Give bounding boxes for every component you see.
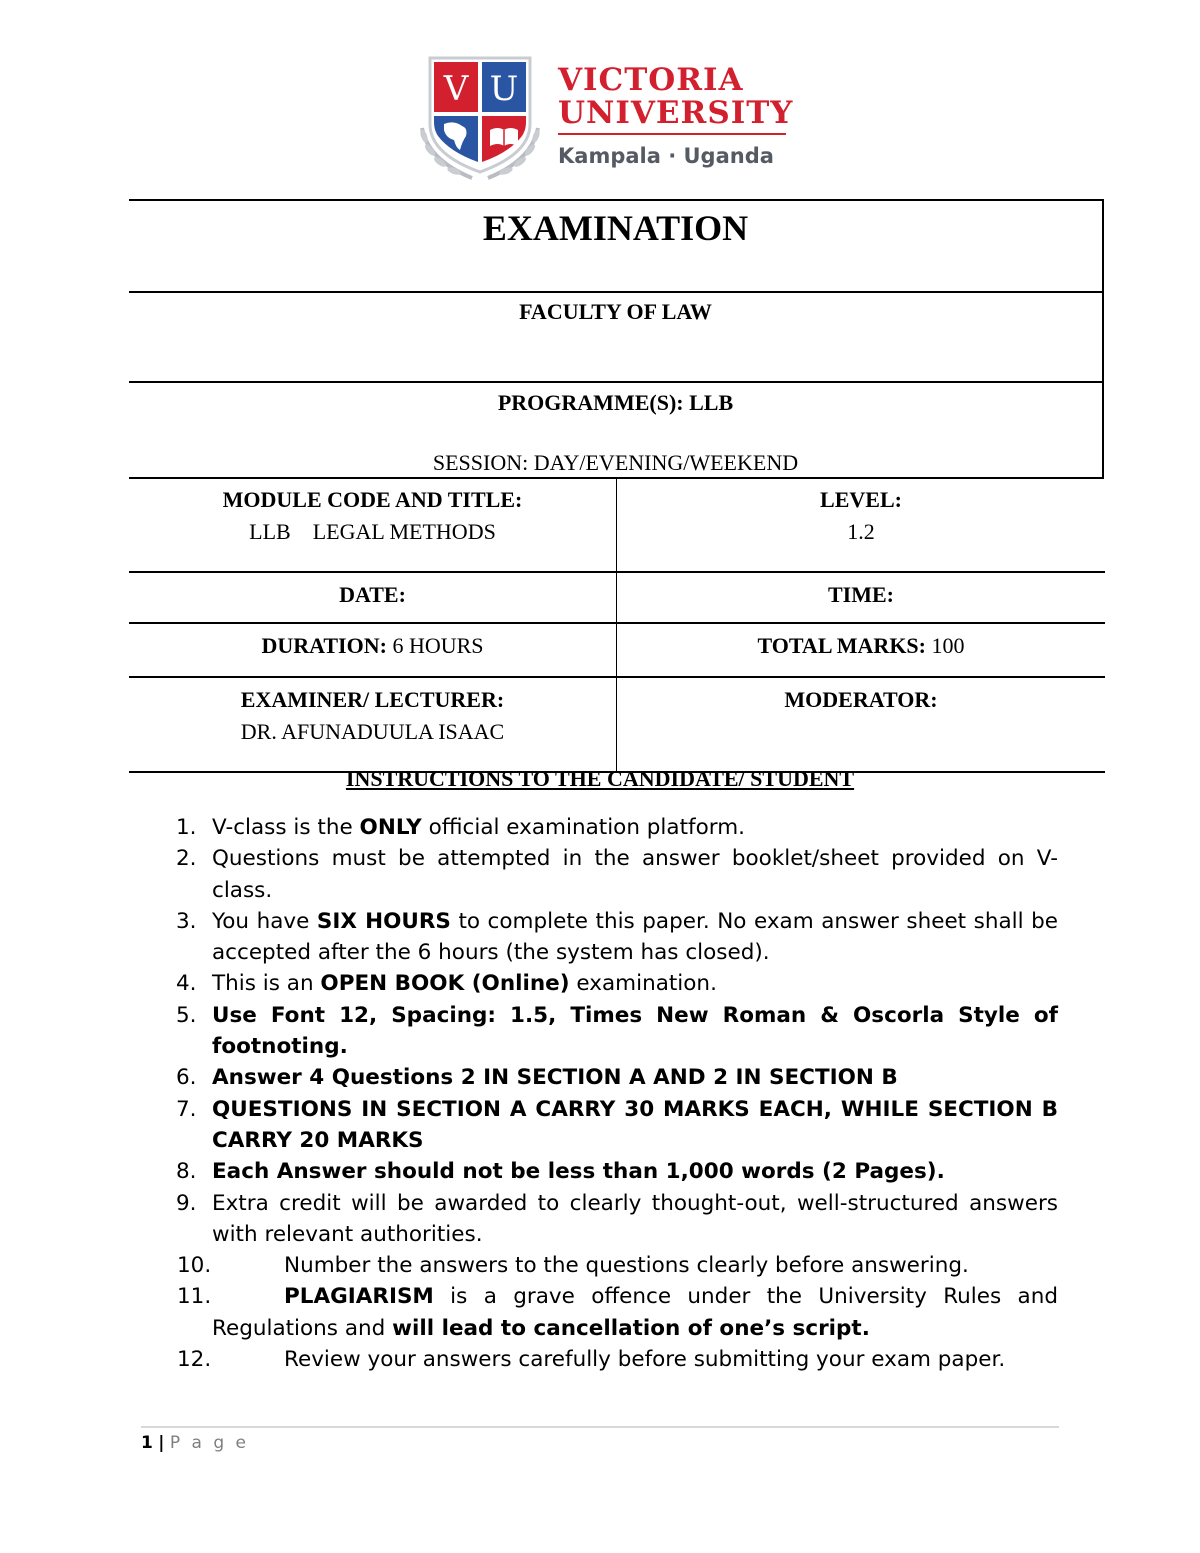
date-time-row <box>129 573 1105 624</box>
instruction-item <box>176 843 1058 906</box>
exam-info-grid <box>129 478 1105 773</box>
programme-label: PROGRAMME(S): <box>497 390 684 415</box>
duration-marks-row <box>129 624 1105 678</box>
module-level-row <box>129 478 1105 573</box>
page-number: 1 <box>141 1433 153 1453</box>
instruction-item <box>176 968 1058 999</box>
instruction-text <box>212 1191 1058 1247</box>
instruction-text <box>212 846 1058 902</box>
instruction-number: 1. <box>176 815 197 840</box>
instruction-emphasis: will lead to cancellation of one’s script. <box>392 1315 870 1341</box>
instruction-text <box>212 1065 898 1090</box>
university-location: Kampala · Uganda <box>558 144 774 168</box>
instruction-emphasis: PLAGIARISM <box>284 1284 434 1310</box>
session-line: SESSION: DAY/EVENING/WEEKEND <box>432 450 799 475</box>
marks-cell <box>617 624 1105 676</box>
level-value: 1.2 <box>847 519 875 544</box>
instruction-fragment: This is an <box>212 971 321 997</box>
instruction-item <box>177 1344 1058 1375</box>
instruction-number: 8. <box>176 1159 197 1185</box>
examiner-moderator-row <box>129 678 1105 773</box>
module-value: LLB LEGAL METHODS <box>249 519 496 544</box>
programme-value: LLB <box>689 390 734 415</box>
date-label: DATE: <box>339 582 406 607</box>
instruction-number: 7. <box>176 1096 197 1122</box>
instructions-list <box>176 812 1058 1375</box>
university-name-line1: VICTORIA <box>558 62 744 98</box>
instruction-text <box>212 1284 1058 1340</box>
instruction-text <box>212 909 1058 965</box>
exam-title-box <box>129 199 1104 293</box>
marks-value: 100 <box>931 633 965 658</box>
instruction-number: 9. <box>176 1190 197 1216</box>
instruction-item <box>176 1094 1058 1157</box>
page-word: P a g e <box>169 1433 250 1453</box>
instruction-fragment: V-class is the <box>212 815 360 840</box>
time-label: TIME: <box>828 582 894 607</box>
university-wordmark <box>558 64 793 130</box>
module-cell <box>129 478 617 571</box>
duration-label: DURATION: <box>261 633 387 658</box>
instruction-item <box>176 1000 1058 1063</box>
instruction-item <box>176 1188 1058 1251</box>
instruction-fragment: You have <box>212 908 317 934</box>
instructions-heading: INSTRUCTIONS TO THE CANDIDATE/ STUDENT <box>345 766 855 791</box>
instruction-text <box>212 1347 1005 1372</box>
exam-title: EXAMINATION <box>482 208 749 248</box>
faculty-name: FACULTY OF LAW <box>519 299 712 324</box>
instruction-item <box>176 1156 1058 1187</box>
date-cell <box>129 573 617 622</box>
instruction-emphasis: OPEN BOOK (Online) <box>320 971 570 997</box>
instruction-number: 12. <box>177 1347 212 1373</box>
instruction-emphasis: SIX HOURS <box>316 908 451 934</box>
instruction-text <box>212 1159 945 1184</box>
marks-label: TOTAL MARKS: <box>757 633 926 658</box>
instruction-text <box>212 1097 1058 1153</box>
duration-value: 6 HOURS <box>392 633 484 658</box>
programme-box <box>129 381 1104 479</box>
level-cell <box>617 478 1105 571</box>
wordmark-divider <box>558 133 786 135</box>
instruction-item <box>176 1062 1058 1093</box>
instruction-item <box>177 1281 1058 1344</box>
module-label: MODULE CODE AND TITLE: <box>222 487 523 512</box>
moderator-label: MODERATOR: <box>784 687 938 712</box>
instruction-text <box>212 1253 969 1278</box>
instruction-fragment: Review your answers carefully before submitting your exam paper. <box>284 1347 1006 1373</box>
time-cell <box>617 573 1105 622</box>
duration-cell <box>129 624 617 676</box>
instruction-item <box>176 812 1058 843</box>
faculty-box <box>129 291 1104 383</box>
instruction-number: 10. <box>177 1253 212 1279</box>
moderator-cell <box>617 678 1105 771</box>
programme-line <box>129 390 1102 416</box>
instruction-fragment: Number the answers to the questions clearly before answering. <box>284 1253 969 1279</box>
instruction-fragment: to complete this paper. No exam answer sheet shall be accepted after the 6 hours (the system has closed). <box>212 908 1058 966</box>
shield-letter-v: V <box>443 69 469 109</box>
university-name-line2: UNIVERSITY <box>558 95 794 131</box>
footer-separator: | <box>158 1433 165 1453</box>
instruction-number: 6. <box>176 1065 197 1091</box>
instruction-number: 3. <box>176 908 197 934</box>
instruction-text <box>212 815 745 840</box>
instruction-fragment: is a grave offence under the University Rules and Regulations and <box>212 1284 1058 1341</box>
shield-letter-u: U <box>489 69 519 109</box>
level-label: LEVEL: <box>820 487 902 512</box>
instruction-number: 4. <box>176 971 197 997</box>
instruction-fragment: Extra credit will be awarded to clearly thought-out, well-structured answers with relevant authorities. <box>212 1190 1058 1247</box>
instruction-fragment: official examination platform. <box>421 815 745 840</box>
instruction-fragment: examination. <box>569 971 717 997</box>
examiner-label: EXAMINER/ LECTURER: <box>240 687 505 712</box>
examiner-value: DR. AFUNADUULA ISAAC <box>240 719 505 744</box>
examiner-cell <box>129 678 617 771</box>
instruction-emphasis: Answer 4 Questions 2 IN SECTION A AND 2 IN SECTION B <box>212 1065 898 1091</box>
instruction-emphasis: Each Answer should not be less than 1,000 words (2 Pages). <box>212 1159 945 1185</box>
instruction-fragment: Questions must be attempted in the answer booklet/sheet provided on V-class. <box>212 846 1058 903</box>
instruction-emphasis: QUESTIONS IN SECTION A CARRY 30 MARKS EACH, WHILE SECTION B CARRY 20 MARKS <box>212 1096 1058 1153</box>
instruction-emphasis: ONLY <box>359 815 422 840</box>
instruction-number: 2. <box>176 846 197 872</box>
instruction-emphasis: Use Font 12, Spacing: 1.5, Times New Roman & Oscorla Style of footnoting. <box>212 1002 1058 1060</box>
instruction-text <box>212 1003 1058 1059</box>
instruction-number: 11. <box>177 1284 212 1310</box>
instruction-item <box>177 1250 1058 1281</box>
footer-rule <box>141 1426 1059 1428</box>
instruction-number: 5. <box>176 1002 197 1028</box>
instruction-text <box>212 971 717 996</box>
page-footer <box>141 1433 249 1453</box>
instruction-item <box>176 906 1058 969</box>
